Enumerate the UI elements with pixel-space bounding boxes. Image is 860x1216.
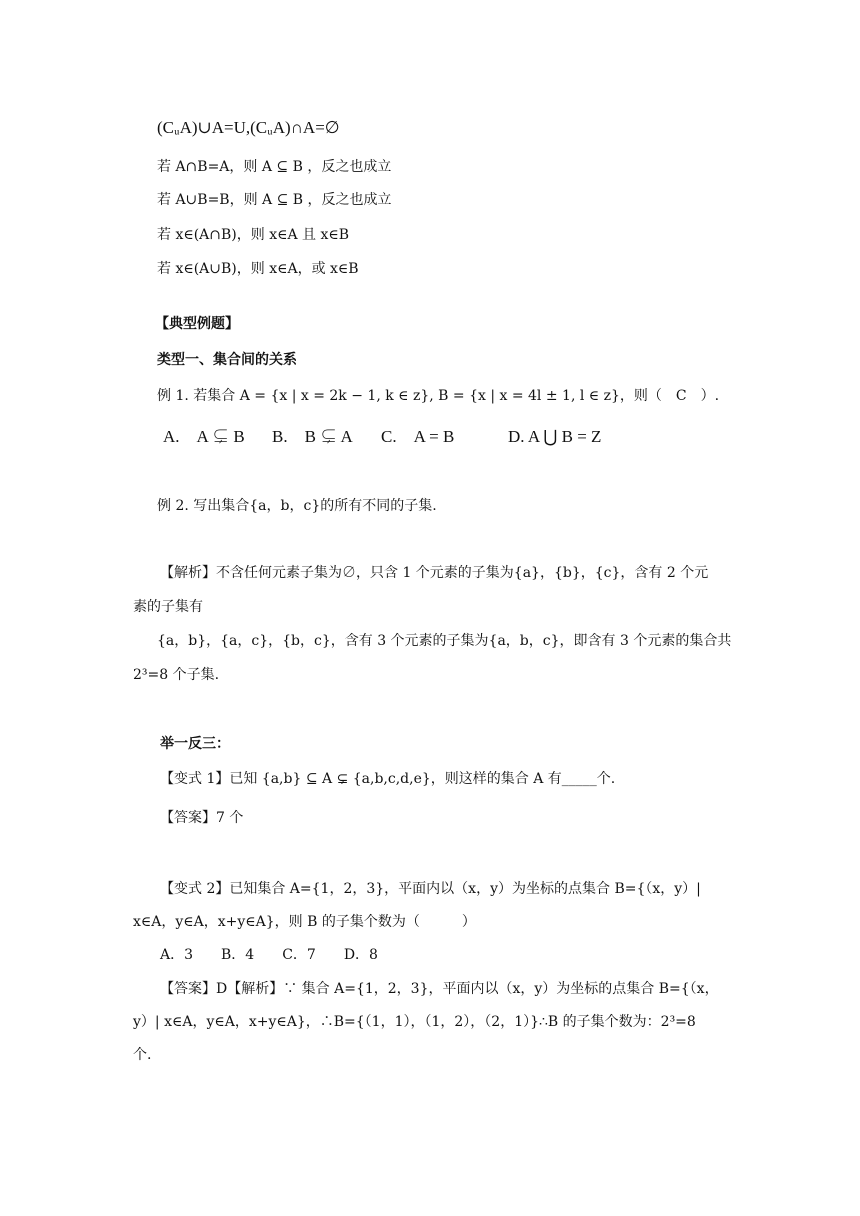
rule-element-intersection: 若 x∈(A∩B)，则 x∈A 且 x∈B bbox=[157, 227, 350, 243]
example-1-option-b: B. B ⊊ A bbox=[272, 427, 353, 446]
section-title: 【典型例题】 bbox=[155, 316, 239, 332]
variant-2-answer-line-3: 个. bbox=[133, 1047, 152, 1063]
variant-2-answer-line-1: 【答案】D【解析】∵ 集合 A={1，2，3}，平面内以（x，y）为坐标的点集合 B={（x， bbox=[160, 981, 719, 997]
variant-2-answer-line-2: y）| x∈A，y∈A，x+y∈A}，∴B={（1，1），（1，2），（2，1）}∴B 的子集个数为：2³=8 bbox=[133, 1014, 696, 1030]
example-2-analysis-line-4: 2³=8 个子集. bbox=[133, 667, 220, 683]
variant-2-question-line-2: x∈A，y∈A，x+y∈A}，则 B 的子集个数为（ ） bbox=[133, 914, 476, 930]
rule-intersection-subset: 若 A∩B=A，则 A ⊆ B ，反之也成立 bbox=[157, 159, 392, 175]
example-1-question: 例 1. 若集合 A = {x | x = 2k − 1, k ∈ z}, B = {x | x = 4l ± 1, l ∈ z}，则（ C ）. bbox=[157, 388, 720, 404]
rule-element-union: 若 x∈(A∪B)，则 x∈A，或 x∈B bbox=[157, 261, 359, 277]
variant-1-question: 【变式 1】已知 {a,b} ⊆ A ⊊ {a,b,c,d,e}，则这样的集合 A 有_____个. bbox=[160, 771, 616, 787]
example-2-analysis-line-2: 素的子集有 bbox=[133, 599, 203, 615]
complement-formula: (CᵤA)∪A=U,(CᵤA)∩A=∅ bbox=[157, 118, 340, 137]
practice-title: 举一反三： bbox=[160, 736, 230, 752]
variant-2-question-line-1: 【变式 2】已知集合 A={1，2，3}，平面内以（x，y）为坐标的点集合 B={（x，y）| bbox=[160, 881, 701, 897]
example-2-question: 例 2. 写出集合{a，b，c}的所有不同的子集. bbox=[157, 498, 437, 514]
example-1-option-a: A. A ⊊ B bbox=[163, 427, 245, 446]
example-2-analysis-line-3: {a，b}，{a，c}，{b，c}，含有 3 个元素的子集为{a，b，c}，即含有 3 个元素的集合共 bbox=[157, 633, 732, 649]
variant-1-answer: 【答案】7 个 bbox=[160, 810, 244, 826]
variant-2-options: A．3 B．4 C．7 D．8 bbox=[160, 947, 378, 963]
example-1-option-c: C. A = B bbox=[381, 427, 455, 446]
type-title: 类型一、集合间的关系 bbox=[157, 352, 297, 368]
rule-union-subset: 若 A∪B=B，则 A ⊆ B ，反之也成立 bbox=[157, 192, 392, 208]
example-2-analysis-line-1: 【解析】不含任何元素子集为∅，只含 1 个元素的子集为{a}，{b}，{c}，含有 2 个元 bbox=[160, 565, 709, 581]
example-1-option-d: D. A ⋃ B = Z bbox=[508, 427, 602, 446]
